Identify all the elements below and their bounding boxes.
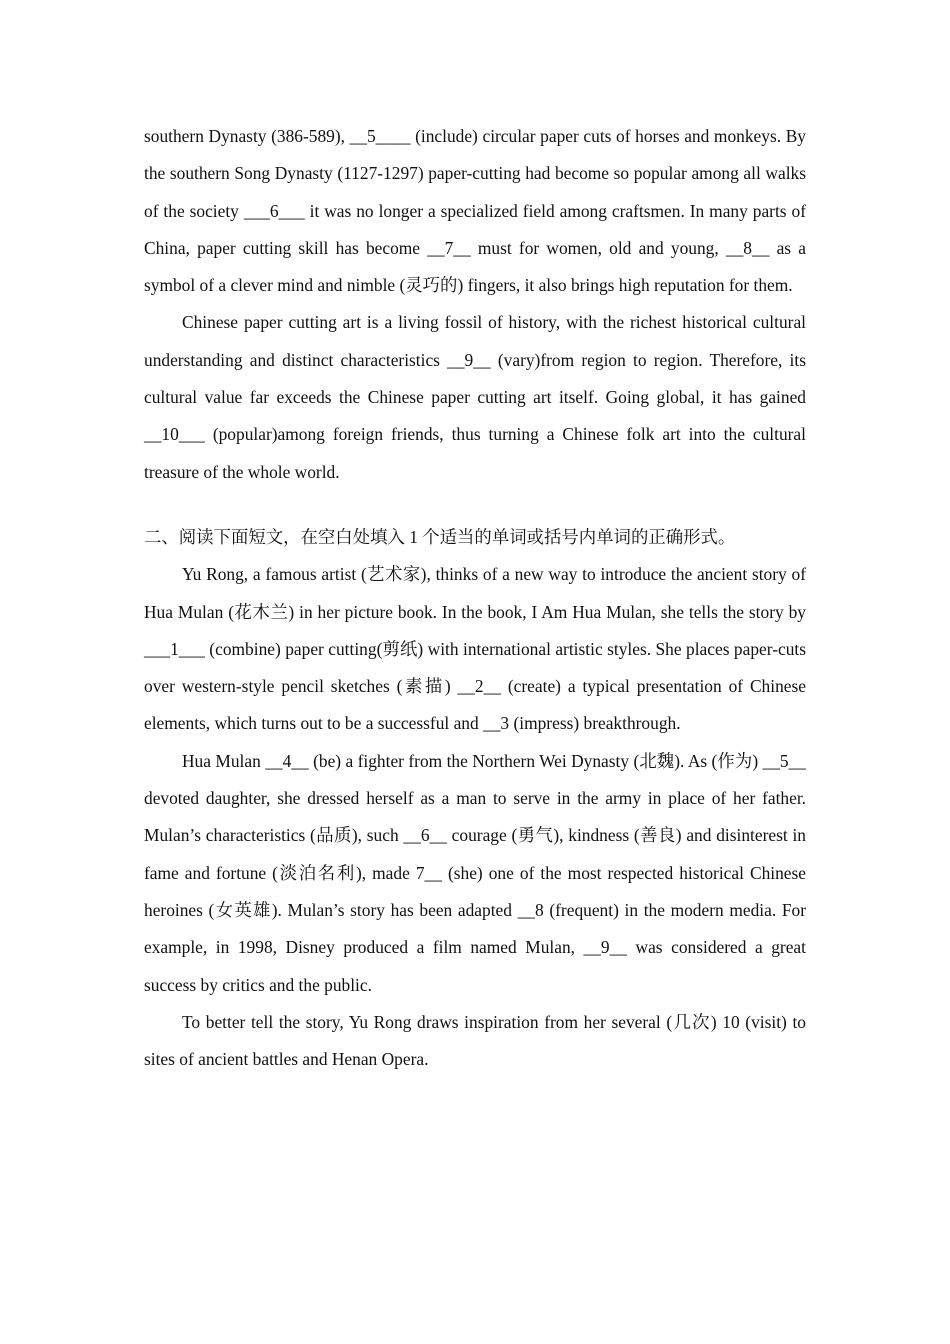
section2-paragraph-1: Yu Rong, a famous artist (艺术家), thinks of a new way to introduce the ancient story of Hua Mulan (花木兰) in her picture book. In the book, I Am Hua Mulan, she tells the story by ___1___ (combine) paper cutting(剪纸) with international artistic styles. She places paper-cuts over western-style pencil sketches (素描) __2__ (create) a typical presentation of Chinese elements, which turns out to be a successful and __3 (impress) breakthrough.	[144, 564, 806, 734]
document-page	[144, 118, 806, 1078]
section2-paragraph-3: To better tell the story, Yu Rong draws inspiration from her several (几次) 10 (visit) to sites of ancient battles and Henan Opera.	[144, 1011, 806, 1070]
section2-instructions: 二、阅读下面短文，在空白处填入 1 个适当的单词或括号内单词的正确形式。	[144, 526, 736, 547]
section2-paragraph-2: Hua Mulan __4__ (be) a fighter from the Northern Wei Dynasty (北魏). As (作为) __5__ devoted daughter, she dressed herself as a man to serve in the army in place of her father. Mulan’s characteristics (品质), such __6__ courage (勇气), kindness (善良) and disinterest in fame and fortune (淡泊名利), made 7__ (she) one of the most respected historical Chinese heroines (女英雄). Mulan’s story has been adapted __8 (frequent) in the modern media. For example, in 1998, Disney produced a film named Mulan, __9__ was considered a great success by critics and the public.	[144, 750, 806, 995]
section-spacer	[144, 491, 806, 519]
passage1-paragraph-1: southern Dynasty (386-589), __5____ (include) circular paper cuts of horses and monkeys. By the southern Song Dynasty (1127-1297) paper-cutting had become so popular among all walks of the society ___6___ it was no longer a specialized field among craftsmen. In many parts of China, paper cutting skill has become __7__ must for women, old and young, __8__ as a symbol of a clever mind and nimble (灵巧的) fingers, it also brings high reputation for them.	[144, 126, 806, 296]
passage1-paragraph-2: Chinese paper cutting art is a living fossil of history, with the richest historical cultural understanding and distinct characteristics __9__ (vary)from region to region. Therefore, its cultural value far exceeds the Chinese paper cutting art itself. Going global, it has gained __10___ (popular)among foreign friends, thus turning a Chinese folk art into the cultural treasure of the whole world.	[144, 312, 806, 482]
